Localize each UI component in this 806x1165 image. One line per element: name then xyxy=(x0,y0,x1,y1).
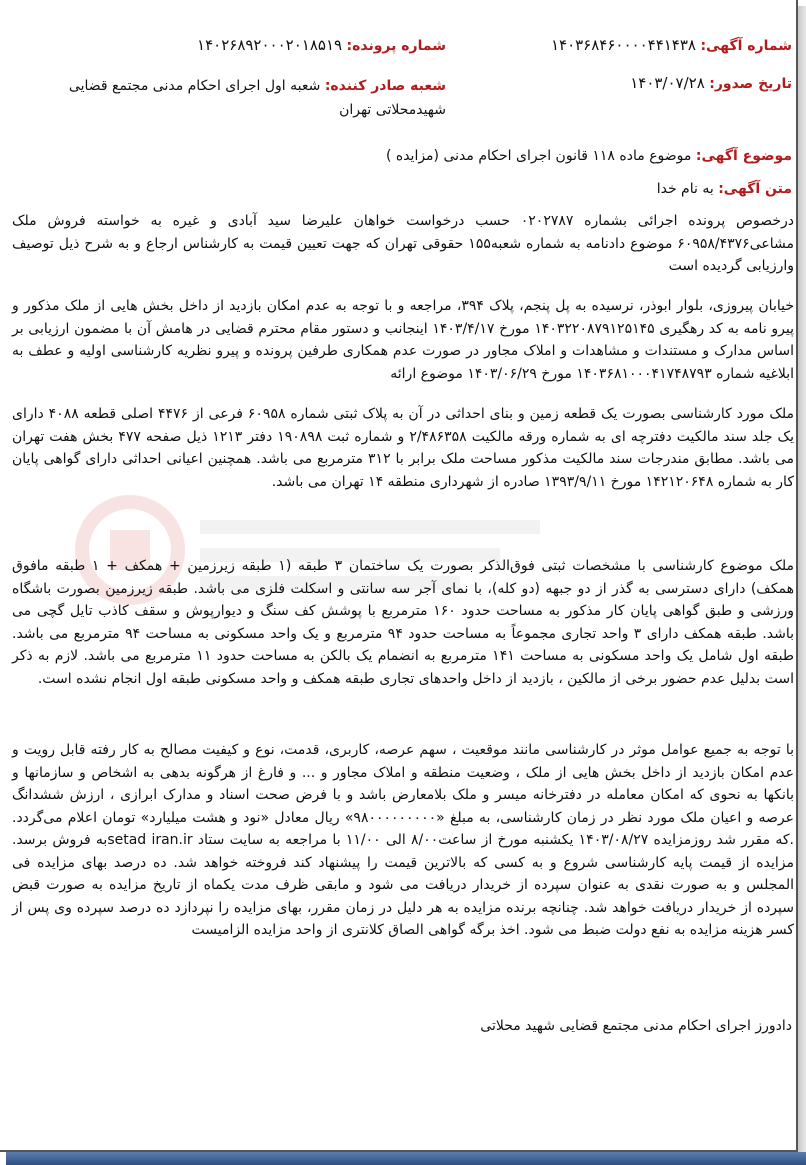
paragraph-registration: ملک مورد کارشناسی بصورت یک قطعه زمین و بنای احداثی در آن به پلاک ثبتی شماره ۶۰۹۵۸ فرعی از ۴۴۷۶ اصلی قطعه ۴۰۸۸ دارای یک جلد سند مالکیت دفترچه ای به شماره ورقه مالکیت ۲/۴۸۶۳۵۸ و شماره ثبت ۱۹۰۸۹۸ دفتر ۱۲۱۳ ذیل صفحه ۴۷۷ بخش هفت تهران می باشد. مطابق مندرجات سند مالکیت مذکور مساحت ملک برابر با ۳۱۲ مترمربع می باشد. همچنین اعیانی احداثی دارای گواهی پایان کار به شماره ۱۴۲۱۲۰۶۴۸ مورخ ۱۳۹۳/۹/۱۱ صادره از شهرداری منطقه ۱۴ تهران می باشد. xyxy=(12,406,794,490)
ad-number-value: ۱۴۰۳۶۸۴۶۰۰۰۰۴۴۱۴۳۸ xyxy=(550,36,696,54)
ad-subject xyxy=(386,148,792,164)
case-number-value: ۱۴۰۲۶۸۹۲۰۰۰۲۰۱۸۵۱۹ xyxy=(197,36,343,54)
ad-number xyxy=(551,36,792,54)
issue-date-value: ۱۴۰۳/۰۷/۲۸ xyxy=(630,74,705,92)
ad-text-intro: به نام خدا xyxy=(656,181,714,197)
signature-line: دادورز اجرای احکام مدنی مجتمع قضایی شهید محلاتی xyxy=(480,1018,792,1034)
issue-date-label: تاریخ صدور: xyxy=(709,76,792,92)
issue-date xyxy=(630,74,792,92)
issuing-branch-label: شعبه صادر کننده: xyxy=(324,78,446,94)
ad-subject-label: موضوع آگهی: xyxy=(695,148,792,164)
ad-text-label: متن آگهی: xyxy=(718,181,792,197)
ad-text-heading xyxy=(657,181,792,197)
case-number-label: شماره پرونده: xyxy=(346,38,446,54)
right-shadow xyxy=(798,6,806,1156)
paragraph-case-intro: درخصوص پرونده اجرائی بشماره ۰۲۰۲۷۸۷ حسب درخواست خواهان علیرضا سید آبادی و غیره به خواسته فروش ملک مشاعی۶۰۹۵۸/۴۳۷۶ موضوع دادنامه به شماره شعبه۱۵۵ حقوقی تهران که جهت تعیین قیمت به کارشناس ارجاع و به شرح ذیل توصیف وارزیابی گردیده است xyxy=(12,213,794,274)
case-number xyxy=(197,36,446,54)
bottom-border xyxy=(6,1152,806,1165)
paragraph-location: خیابان پیروزی، بلوار ابوذر، نرسیده به پل پنجم، پلاک ۳۹۴، مراجعه و با توجه به عدم امکان بازدید از داخل بخش هایی از ملک مذکور و پیرو نامه به کد رهگیری ۱۴۰۳۲۲۰۸۷۹۱۲۵۱۴۵ مورخ ۱۴۰۳/۴/۱۷ اینجانب و دستور مقام محترم قضایی در هامش آن با مضمون ارزیابی بر اساس مدارک و مستندات و مشاهدات و املاک مجاور در صورت عدم همکاری طرفین پرونده و پیرو نظریه کارشناسی اولیه و عطف به ابلاغیه شماره ۱۴۰۳۶۸۱۰۰۰۴۱۷۴۸۷۹۳ مورخ ۱۴۰۳/۰۶/۲۹ موضوع ارائه xyxy=(12,298,794,382)
ad-subject-value: موضوع ماده ۱۱۸ قانون اجرای احکام مدنی (مزایده ) xyxy=(385,148,692,164)
issuing-branch-value: شعبه اول اجرای احکام مدنی مجتمع قضایی شهیدمحلاتی تهران xyxy=(68,78,446,118)
issuing-branch xyxy=(50,74,446,122)
ad-number-label: شماره آگهی: xyxy=(700,38,792,54)
paragraph-building-description: ملک موضوع کارشناسی با مشخصات ثبتی فوق‌الذکر بصورت یک ساختمان ۳ طبقه (۱ طبقه زیرزمین + همکف + ۱ طبقه مافوق همکف) دارای دسترسی به گذر از دو جبهه (دو کله)، با نمای آجر سه سانتی و اسکلت فلزی می باشد. طبقه زیرزمین بصورت باشگاه ورزشی و طبق گواهی پایان کار مذکور به مساحت حدود ۱۶۰ مترمربع با پوشش کف سنگ و دیوارپوش و سقف کاذب تایل گچی می باشد. طبقه همکف دارای ۳ واحد تجاری مجموعاً به مساحت حدود ۹۴ مترمربع و یک واحد مسکونی به مساحت ۹۴ مترمربع می باشد. طبقه اول شامل یک واحد مسکونی به مساحت ۱۴۱ مترمربع به انضمام یک بالکن به مساحت حدود ۱۱ مترمربع می باشد. لازم به ذکر است بدلیل عدم حضور برخی از مالکین ، بازدید از داخل واحدهای تجاری طبقه همکف و واحد مسکونی طبقه اول انجام نشده است. xyxy=(12,558,794,687)
paragraph-valuation-auction: با توجه به جمیع عوامل موثر در کارشناسی مانند موقعیت ، سهم عرصه، کاربری، قدمت، نوع و کیفیت مصالح به کار رفته قابل رویت و عدم امکان بازدید از داخل بخش هایی از ملک ، وضعیت منطقه و املاک مجاور و ... و فارغ از هرگونه بدهی به اشخاص و سازمانها و بانکها به نحوی که امکان معامله در دفترخانه میسر و ملک بلامعارض باشد و با فرض صحت اسناد و مدارک ابرازی ، ارزش ششدانگ عرصه و اعیان ملک مورد نظر در زمان کارشناسی، به مبلغ «۹۸۰۰۰۰۰۰۰۰۰» ریال معادل «نود و هشت میلیارد» تومان اعلام می‌گردد. .که مقرر شد روزمزایده ۱۴۰۳/۰۸/۲۷ یکشنبه مورخ از ساعت۸/۰۰ الی ۱۱/۰۰ با مراجعه به سایت ستاد setad iran.irبه فروش برسد. مزایده از قیمت پایه کارشناسی شروع و به کسی که بالاترین قیمت را پیشنهاد کند فروخته خواهد شد. ده درصد بهای مزایده فی المجلس و به صورت نقدی به عنوان سپرده از خریدار دریافت می شود و مابقی ظرف مدت یکماه از تاریخ مزایده به صورت قبض سپرده از خریدار دریافت خواهد شد. چنانچه برنده مزایده به هر دلیل در زمان مقرر، بهای مزایده را نپردازد ده درصد سپرده وی پس از کسر هزینه مزایده به نفع دولت ضبط می شود. اخذ برگه گواهی الصاق کلانتری از واحد مزایده الزامیست xyxy=(12,742,795,938)
